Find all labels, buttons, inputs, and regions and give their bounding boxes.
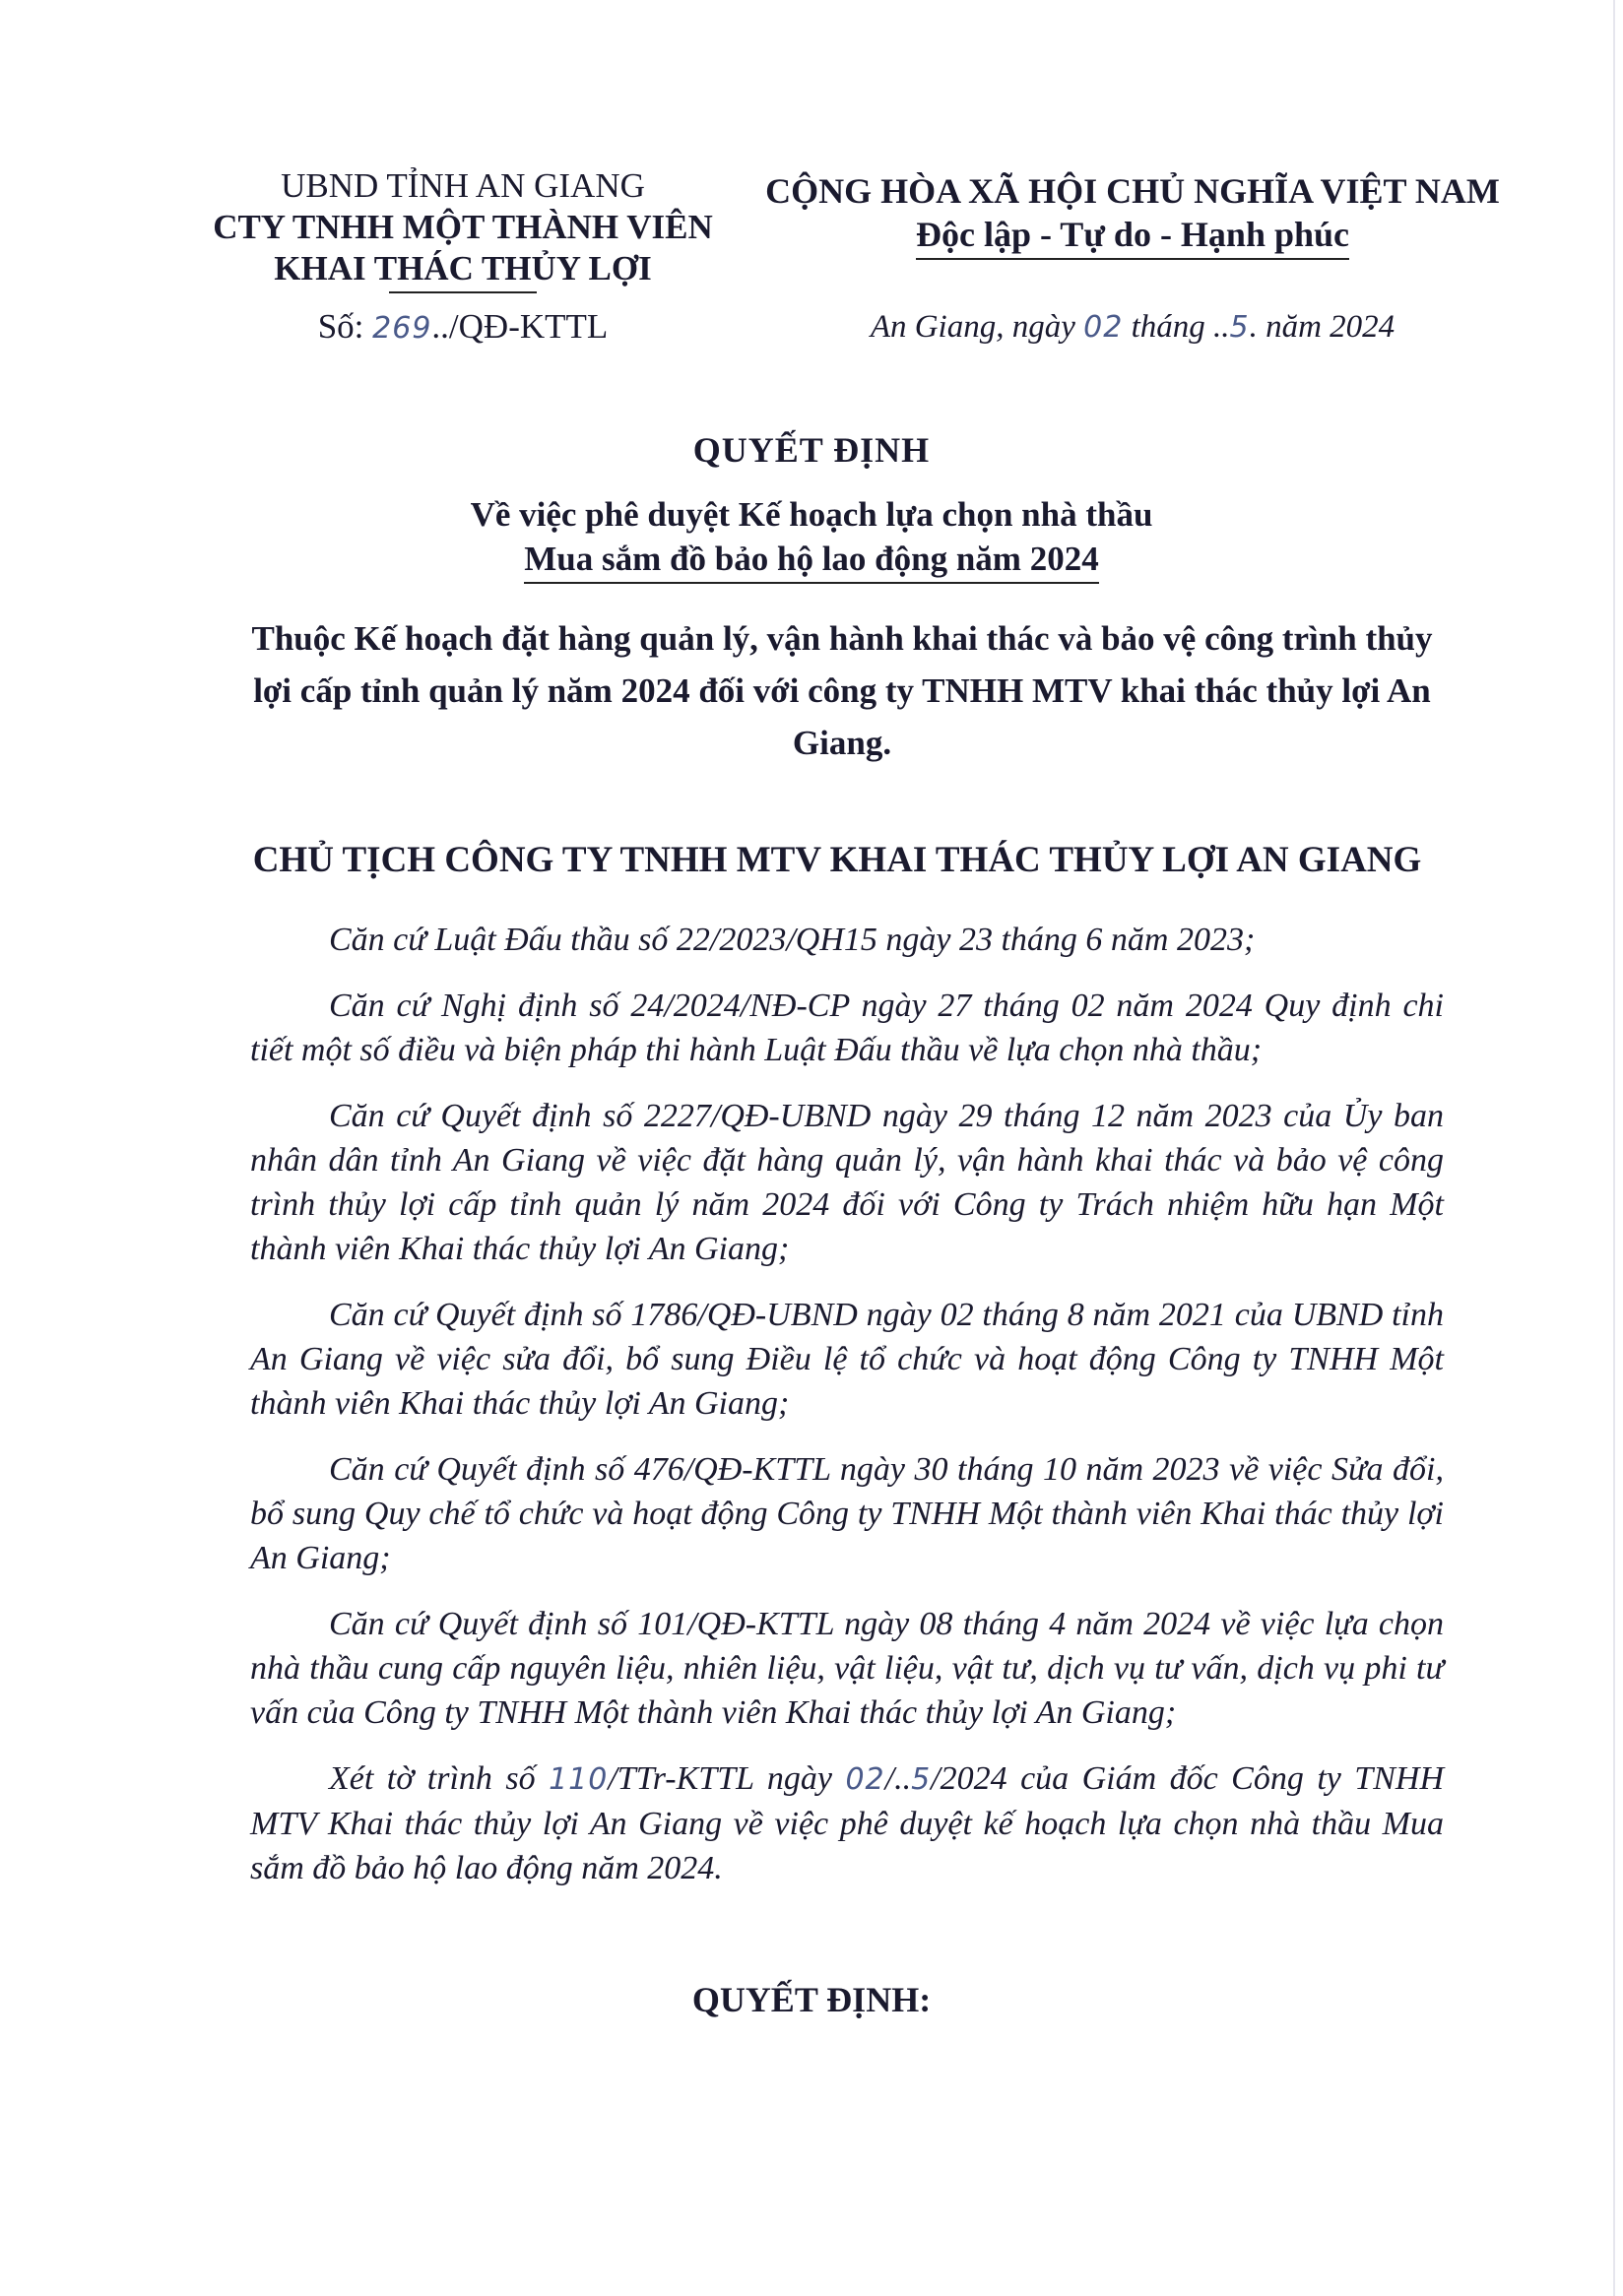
date-month-label: tháng .. <box>1131 309 1230 345</box>
agency-name: UBND TỈNH AN GIANG <box>281 166 645 205</box>
issuing-authority: CHỦ TỊCH CÔNG TY TNHH MTV KHAI THÁC THỦY LỢI AN GIANG <box>252 840 1422 880</box>
document-number: Số: 269../QĐ-KTTL <box>317 307 609 346</box>
basis-paragraph: Căn cứ Quyết định số 101/QĐ-KTTL ngày 08 tháng 4 năm 2024 về việc lựa chọn nhà thầu cung cấp nguyên liệu, nhiên liệu, vật liệu, vật tư, dịch vụ tư vấn, dịch vụ phi tư vấn của Công ty TNHH Một thành viên Khai thác thủy lợi An Giang; <box>250 1606 1444 1731</box>
basis-paragraph: Căn cứ Nghị định số 24/2024/NĐ-CP ngày 27 tháng 02 năm 2024 Quy định chi tiết một số điều và biện pháp thi hành Luật Đấu thầu về lựa chọn nhà thầu; <box>250 988 1444 1068</box>
subject-line1: Về việc phê duyệt Kế hoạch lựa chọn nhà thầu <box>470 495 1153 534</box>
scan-edge-line <box>1613 0 1615 2296</box>
handwritten-number: 269 <box>372 311 432 346</box>
decision-heading: QUYẾT ĐỊNH: <box>691 1980 932 2019</box>
submission-text-mid: /TTr-KTTL ngày <box>608 1760 832 1797</box>
number-suffix: /QĐ-KTTL <box>448 307 609 346</box>
submission-text-end: /2024 của Giám đốc Công ty TNHH MTV Khai thác thủy lợi An Giang về việc phê duyệt kế hoạch lựa chọn nhà thầu Mua sắm đồ bảo hộ lao động năm 2024. <box>250 1760 1445 1886</box>
issuer-underline <box>389 291 537 293</box>
basis-paragraph: Căn cứ Quyết định số 476/QĐ-KTTL ngày 30 tháng 10 năm 2023 về việc Sửa đổi, bổ sung Quy chế tổ chức và hoạt động Công ty TNHH Một thành viên Khai thác thủy lợi An Giang; <box>250 1451 1444 1576</box>
national-motto: Độc lập - Tự do - Hạnh phúc <box>916 213 1349 260</box>
handwritten-submission-day: 02 <box>845 1762 885 1797</box>
submission-text-start: Xét tờ trình số <box>329 1760 536 1797</box>
document-subject <box>0 492 1623 584</box>
handwritten-day: 02 <box>1083 310 1124 345</box>
subject-line2: Mua sắm đồ bảo hộ lao động năm 2024 <box>524 537 1098 584</box>
issuer-header <box>197 165 729 293</box>
submission-paragraph <box>250 1756 1444 1890</box>
handwritten-submission-month: 5 <box>911 1762 932 1797</box>
basis-paragraph: Căn cứ Quyết định số 1786/QĐ-UBND ngày 02 tháng 8 năm 2021 của UBND tỉnh An Giang về việc sửa đổi, bổ sung Điều lệ tổ chức và hoạt động Công ty TNHH Một thành viên Khai thác thủy lợi An Giang; <box>250 1297 1444 1422</box>
nation-name: CỘNG HÒA XÃ HỘI CHỦ NGHĨA VIỆT NAM <box>765 171 1500 211</box>
document-title: QUYẾT ĐỊNH <box>692 430 931 470</box>
national-header <box>758 169 1507 260</box>
submission-date-sep: /.. <box>884 1760 912 1797</box>
legal-basis <box>250 918 1444 1912</box>
date-place: An Giang, ngày <box>870 309 1075 345</box>
document-scope: Thuộc Kế hoạch đặt hàng quản lý, vận hành khai thác và bảo vệ công trình thủy lợi cấp tỉnh quản lý năm 2024 đối với công ty TNHH MTV khai thác thủy lợi An Giang. <box>251 619 1433 762</box>
basis-paragraph: Căn cứ Luật Đấu thầu số 22/2023/QH15 ngày 23 tháng 6 năm 2023; <box>329 922 1256 958</box>
basis-paragraph: Căn cứ Quyết định số 2227/QĐ-UBND ngày 29 tháng 12 năm 2023 của Ủy ban nhân dân tỉnh An Giang về việc đặt hàng quản lý, vận hành khai thác và bảo vệ công trình thủy lợi cấp tỉnh quản lý năm 2024 đối với Công ty Trách nhiệm hữu hạn Một thành viên Khai thác thủy lợi An Giang; <box>250 1098 1444 1267</box>
company-name-line2: KHAI THÁC THỦY LỢI <box>274 249 652 287</box>
issue-date <box>758 309 1507 346</box>
date-year: . năm 2024 <box>1249 309 1396 345</box>
handwritten-submission-number: 110 <box>549 1762 609 1797</box>
number-prefix: Số: <box>317 307 364 346</box>
company-name-line1: CTY TNHH MỘT THÀNH VIÊN <box>213 208 713 246</box>
handwritten-month: 5 <box>1229 310 1250 345</box>
